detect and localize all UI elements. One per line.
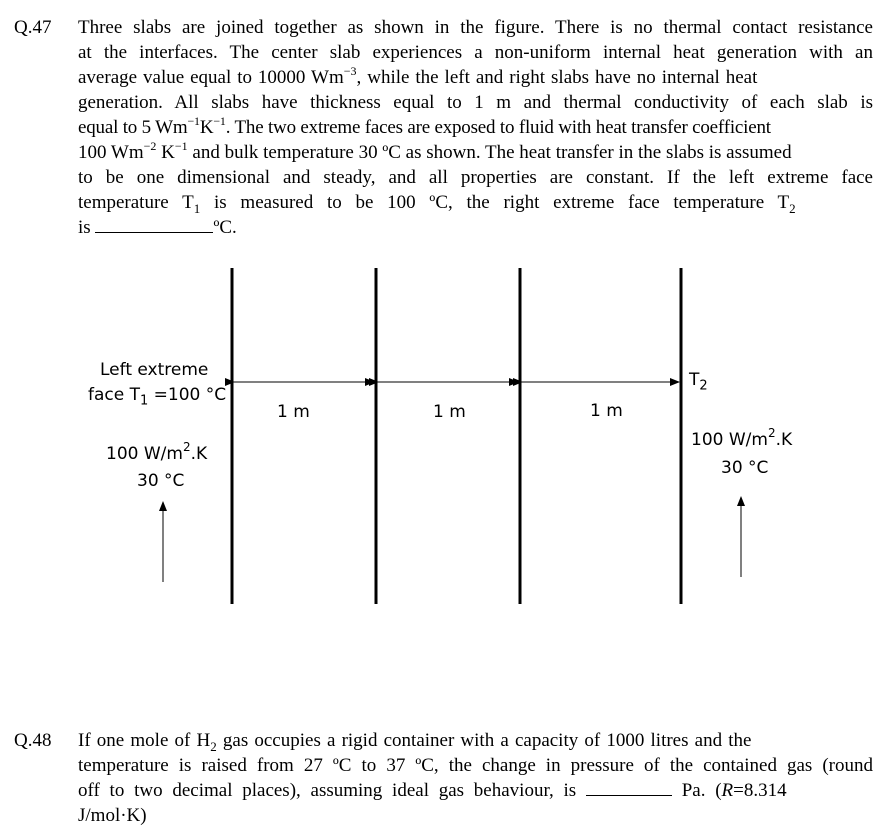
left-heat-transfer-coefficient: 100 $W/m^2.K$ [106,440,208,464]
right-heat-transfer-coefficient: 100 $W/m^2.K$ [691,426,793,450]
text-line: equal to 5 $Wm^{-1}K^{-1}$. The two extreme faces are exposed to fluid with heat transfer coefficient [78,113,771,138]
dimension-label-3: 1 m [590,401,623,421]
right-face-temperature: $T_2$ [689,370,708,394]
answer-blank[interactable] [586,779,672,796]
text-line: 100 $Wm^{-2}$ $K^{-1}$ and bulk temperature 30 ºC as shown. The heat transfer in the slabs is assumed [78,138,792,163]
text-line: off to two decimal places), assuming ideal gas behaviour, is Pa. (R=8.314 [78,780,787,801]
text-line: Three slabs are joined together as shown in the figure. There is no thermal contact resistance [78,17,873,38]
dimension-label-1: 1 m [277,402,310,422]
left-face-label: Left extreme [100,360,209,380]
text-line: to be one dimensional and steady, and all properties are constant. If the left extreme face [78,167,873,188]
text-line: average value equal to 10000 $Wm^{-3}$, while the left and right slabs have no internal heat [78,63,758,88]
dimension-label-2: 1 m [433,402,466,422]
question-number: Q.48 [14,730,52,751]
text-line: temperature $T_1$ is measured to be 100 ºC, the right extreme face temperature $T_2$ [78,192,796,216]
text-line: generation. All slabs have thickness equal to 1 m and thermal conductivity of each slab is [78,92,873,113]
text-line: at the interfaces. The center slab experiences a non-uniform internal heat generation with an [78,42,873,63]
left-face-temperature: face $T_1 =100$ °C [88,385,227,409]
left-bulk-temperature: 30 °C [137,471,185,491]
text-line: J/mol·K) [78,805,147,826]
text-line: If one mole of $H_2$ gas occupies a rigid container with a capacity of 1000 litres and the [78,730,752,754]
question-text [78,728,873,828]
text-line: temperature is raised from 27 ºC to 37 ºC, the change in pressure of the contained gas (round [78,755,873,776]
text-line: is ºC. [78,217,237,238]
right-bulk-temperature: 30 °C [721,458,769,478]
question-number: Q.47 [14,17,52,38]
